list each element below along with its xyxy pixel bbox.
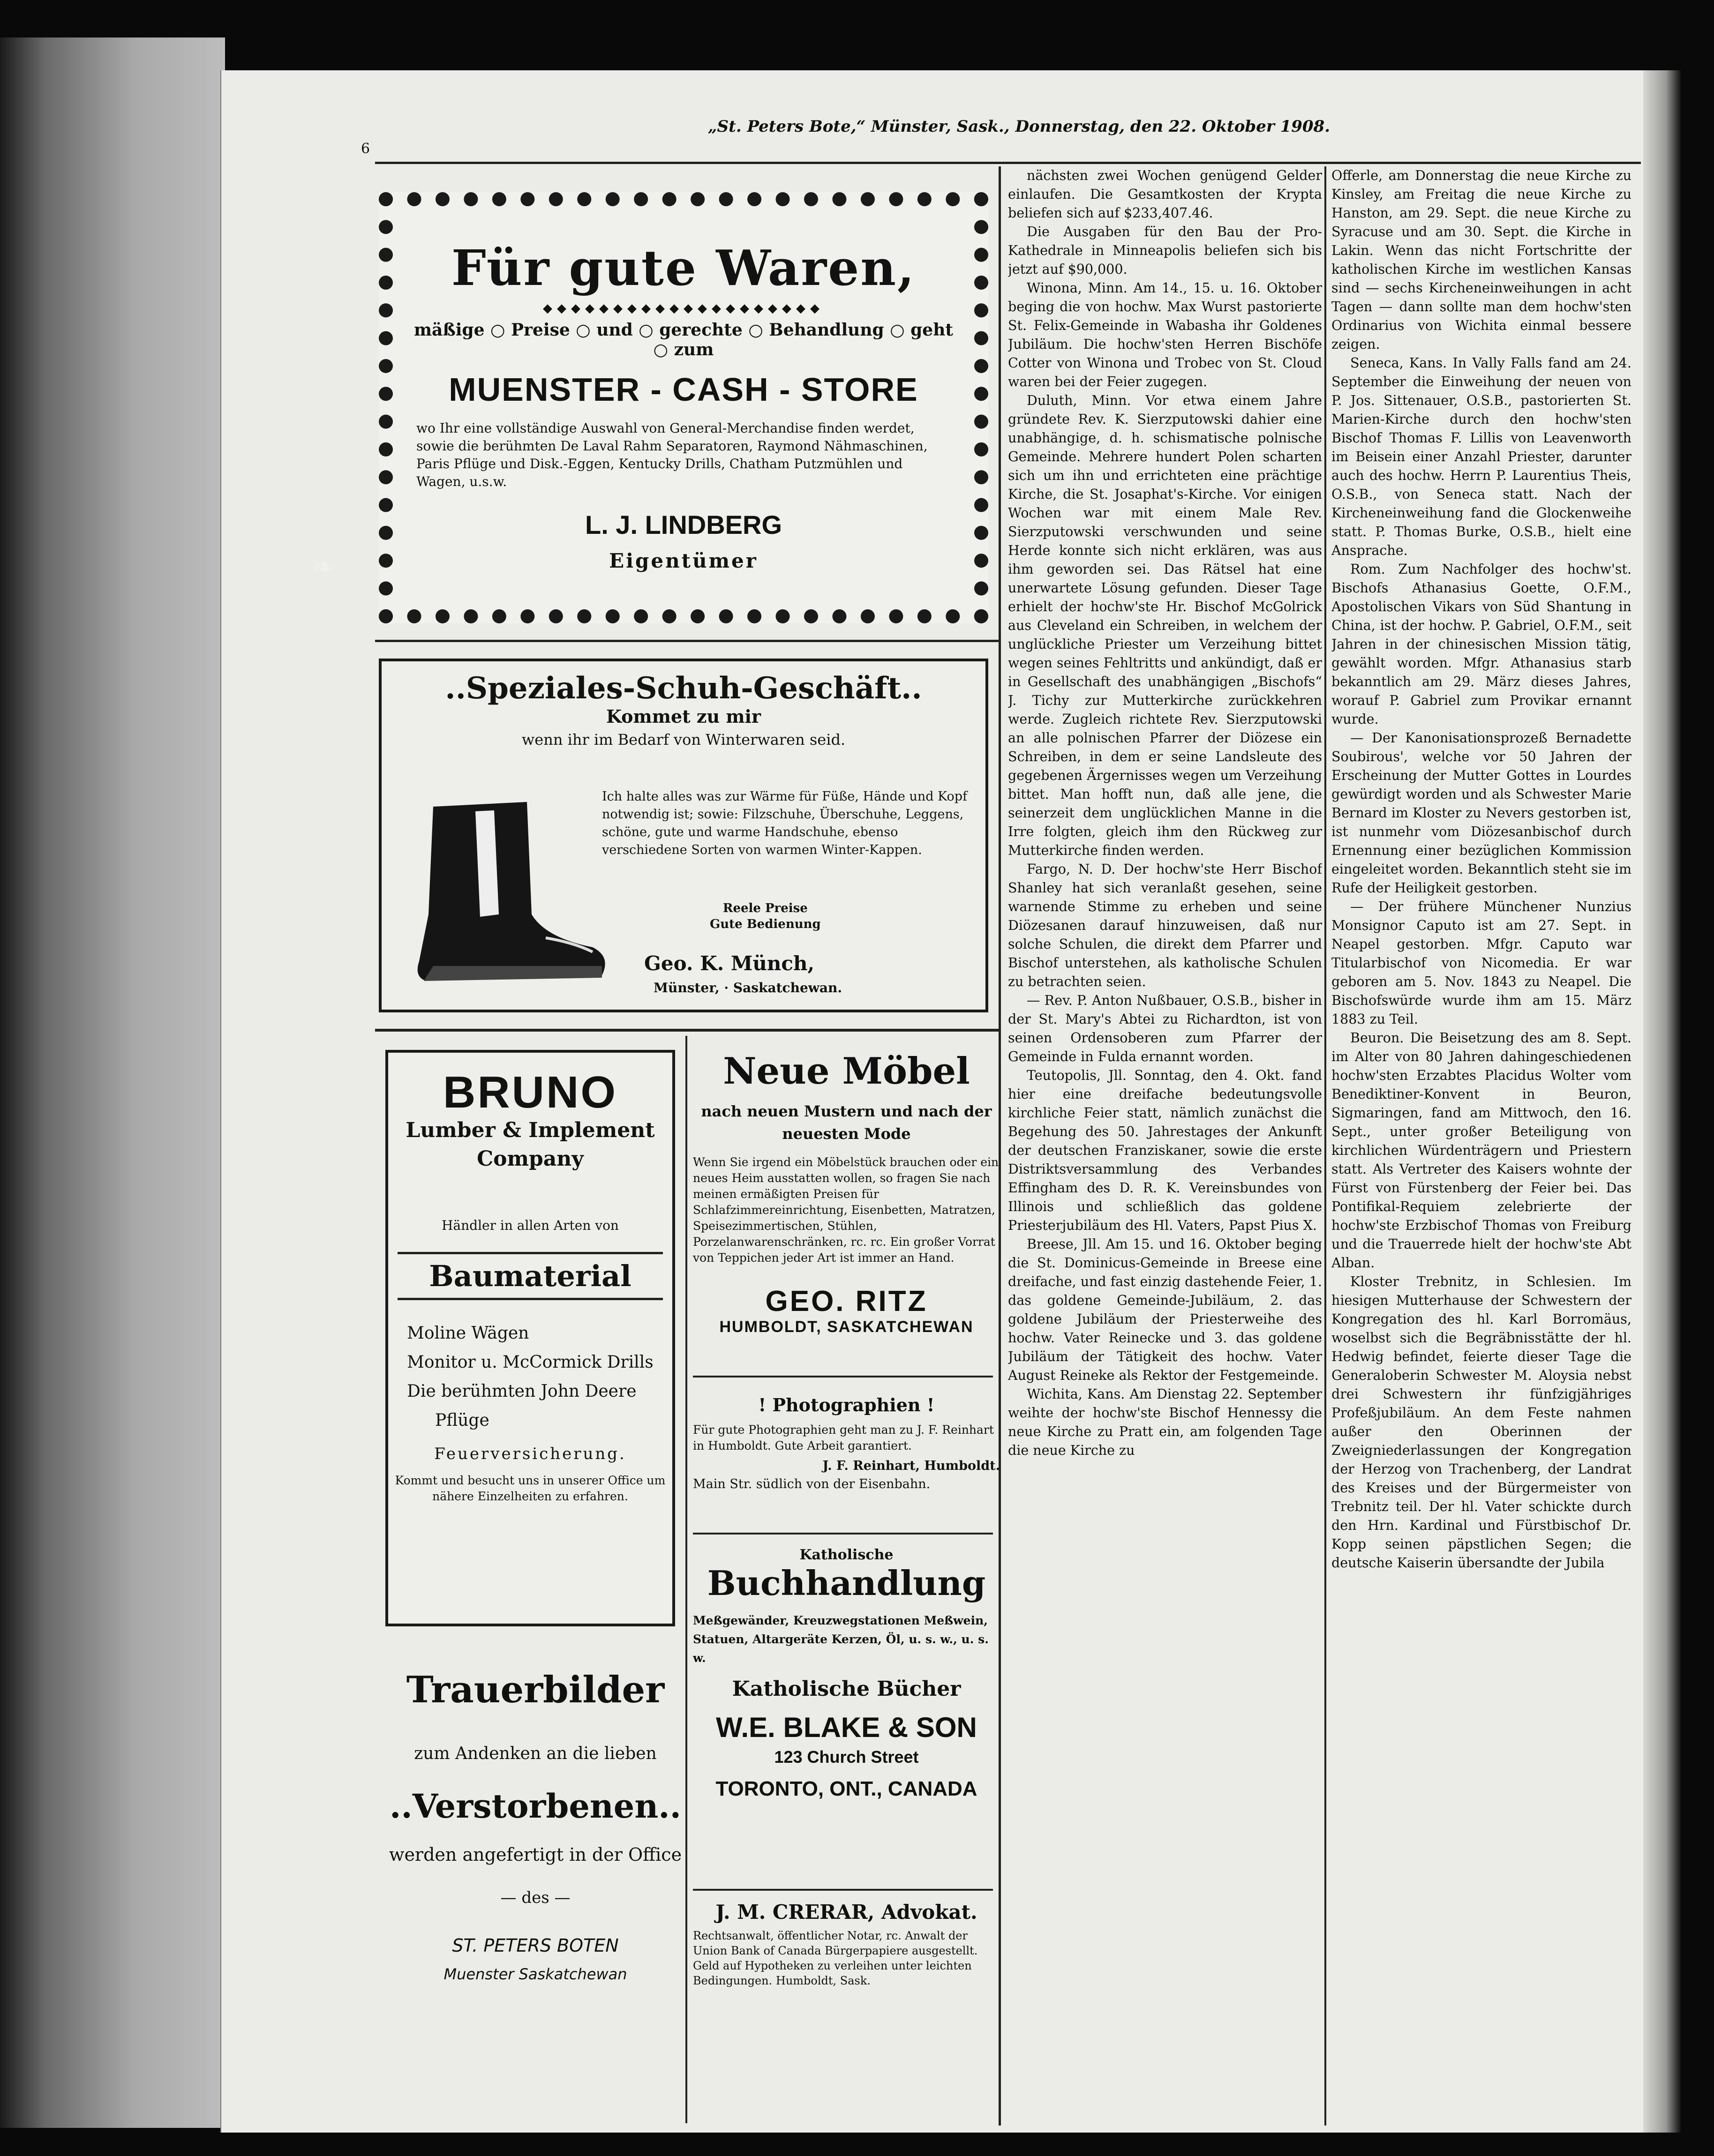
ad-firm: W.E. BLAKE & SON	[716, 1712, 977, 1743]
ad-promise	[710, 900, 821, 932]
ad-sub2: wenn ihr im Bedarf von Winterwaren seid.	[521, 731, 846, 749]
list-item: Die berühmten John Deere	[407, 1382, 637, 1401]
article-paragraph: Beuron. Die Beisetzung des am 8. Sept. im Alter von 80 Jahren dahingeschiedenen hochw'sten Erzabtes Placidus Wolter vom Benediktiner-Konvent in Beuron, Sigmaringen, fand am Mittwoch, den 16. Sept., unter großer Beteiligung von kirchlichen Würdenträgern und Priestern statt. Als Vertreter des Kaisers wohnte der Fürst von Fürstenberg der Feier bei. Das Pontifikal-Requiem zelebrierte der hochw'ste Erzbischof Thomas von Freiburg und die Trauerrede hielt der hochw'ste Abt Alban.	[1331, 1030, 1631, 1271]
ad-city: TORONTO, ONT., CANADA	[715, 1777, 977, 1800]
column-rule-3	[1324, 166, 1326, 2126]
boot-illustration	[405, 797, 611, 994]
ad-neue-moebel	[693, 1050, 1000, 1336]
ad-body: wo Ihr eine vollständige Auswahl von General-Merchandise finden werdet, sowie die berühmten De Laval Rahm Separatoren, Raymond Nähmaschinen, Paris Pflüge und Disk.-Eggen, Kentucky Drills, Chatham Putzmühlen und Wagen, u.s.w.	[416, 420, 928, 489]
ad-rule-1	[375, 640, 999, 642]
ad-muenster-cash-store	[379, 192, 988, 623]
ad-line2: Lumber & Implement	[406, 1118, 655, 1142]
ad-body: Rechtsanwalt, öffentlicher Notar, rc. Anwalt der Union Bank of Canada Bürgerpapiere ausgestellt. Geld auf Hypotheken zu verleihen unter leichten Bedingungen. Humboldt, Sask.	[693, 1929, 978, 1987]
ad-sub: Kommet zu mir	[606, 706, 761, 727]
list-item: Moline Wägen	[407, 1324, 529, 1343]
ad-kicker: Katholische	[799, 1547, 894, 1563]
ad-signature: Geo. K. Münch,	[644, 952, 815, 975]
ad-title: ..Speziales-Schuh-Geschäft..	[445, 671, 922, 706]
list-item: Pflüge	[435, 1411, 489, 1430]
ad-location: Münster, · Saskatchewan.	[654, 980, 842, 996]
ad-body: Wenn Sie irgend ein Möbelstück brauchen oder ein neues Heim ausstatten wollen, so fragen Sie nach meinen ermäßigten Preisen für Schlafzimmereinrichtung, Eisenbetten, Matratzen, Speisezimmertischen, Stühlen, Porzelanwarenschränken, rc. rc. Ein großer Vorrat von Teppichen jeder Art ist immer an Hand.	[693, 1155, 999, 1265]
ad-books: Katholische Bücher	[732, 1677, 961, 1701]
ad-crerar	[693, 1901, 1000, 1988]
article-paragraph: Offerle, am Donnerstag die neue Kirche zu Kinsley, am Freitag die neue Kirche zu Hanston, am 29. Sept. die neue Kirche zu Syracuse und am 30. Sept. die Kirche in Lakin. Wenn das nicht Fortschritte der katholischen Kirche im westlichen Kansas sind — sechs Kircheneinweihungen in acht Tagen — dann sollte man dem hochw'sten Ordinarius von Wichita einmal bessere zeigen.	[1331, 168, 1631, 352]
ad-line3: — des —	[500, 1888, 571, 1907]
ad-heading: Baumaterial	[398, 1252, 663, 1300]
article-paragraph: Die Ausgaben für den Bau der Pro-Kathedrale in Minneapolis beliefen sich bis jetzt auf $90,000.	[1008, 224, 1322, 277]
ad-signature: J. F. Reinhart, Humboldt.	[822, 1459, 1000, 1473]
ad-sub: nach neuen Mustern und nach der neuesten Mode	[701, 1102, 992, 1143]
ad-rule-3	[693, 1376, 993, 1377]
ad-title: Trauerbilder	[406, 1669, 665, 1711]
ad-bruno-lumber	[385, 1050, 675, 1626]
article-paragraph: Teutopolis, Jll. Sonntag, den 4. Okt. fand hier eine dreifache bedeutungsvolle kirchliche Feier statt, nämlich zunächst die Begehung des 50. Jahrestages der Ankunft der deutschen Franziskaner, sowie die erste Distriktsversammlung des Verbandes Effingham des D. R. K. Vereinsbundes von Illinois und schließlich das goldene Priesterjubiläum des Hl. Vaters, Papst Pius X.	[1008, 1068, 1322, 1233]
ad-body: Meßgewänder, Kreuzwegstationen Meßwein, Statuen, Altargeräte Kerzen, Öl, u. s. w., u. s. w.	[693, 1614, 989, 1665]
ad-item-list	[407, 1319, 654, 1435]
article-paragraph: Kloster Trebnitz, in Schlesien. Im hiesigen Mutterhause der Schwestern der Kongregation des hl. Karl Borromäus, woselbst sich die Begräbnisstätte der hl. Hedwig befindet, feierte dieser Tage die Generaloberin Schwester M. Aloysia nebst drei Schwestern ihr fünfzigjähriges Profeßjubiläum. An dem Feste nahmen außer den Oberinnen der Zweigniederlassungen der Kongregation der Herzog von Trachenberg, der Landrat des Kreises und der Bürgermeister von Trebnitz teil. Der hl. Vater schickte durch den Hrn. Kardinal und Fürstbischof Dr. Kopp seinen päpstlichen Segen; die deutsche Kaiserin übersandte der Jubila	[1331, 1274, 1631, 1571]
ad-title: Für gute Waren,	[451, 239, 916, 297]
ad-insurance: Feuerversicherung.	[434, 1445, 626, 1463]
column-rule-ads	[685, 1036, 687, 2123]
article-paragraph: nächsten zwei Wochen genügend Gelder einlaufen. Die Gesamtkosten der Krypta beliefen sich auf $233,407.46.	[1008, 168, 1322, 221]
ad-buchhandlung	[693, 1547, 1000, 1801]
ad-dealer: Händler in allen Arten von	[442, 1218, 619, 1233]
article-paragraph: — Rev. P. Anton Nußbauer, O.S.B., bisher in der St. Mary's Abtei zu Richardton, ist von seinen Ordensoberen zum Pfarrer der Gemeinde in Fulda ernannt worden.	[1008, 993, 1322, 1064]
ad-city: HUMBOLDT, SASKATCHEWAN	[719, 1318, 974, 1336]
header-rule	[375, 162, 1641, 164]
ad-trauerbilder	[385, 1669, 685, 1983]
ad-rule-4	[693, 1533, 993, 1535]
promise-2: Gute Bedienung	[710, 917, 821, 931]
ad-title: J. M. CRERAR, Advokat.	[715, 1901, 977, 1924]
article-paragraph: Fargo, N. D. Der hochw'ste Herr Bischof Shanley hat sich veranlaßt gesehen, seine warnende Stimme zu erheben und seine Diözesanen darauf hinzuweisen, daß nur solche Schulen, die direkt dem Pfarrer und Bischof unterstehen, als katholische Schulen zu betrachten seien.	[1008, 861, 1322, 989]
owner-name: L. J. LINDBERG	[585, 510, 782, 539]
list-item: Monitor u. McCormick Drills	[407, 1353, 654, 1372]
ad-rule-2	[375, 1029, 999, 1032]
ad-schuh-geschaeft	[379, 659, 988, 1012]
ad-line2: werden angefertigt in der Office	[389, 1844, 682, 1865]
handwritten-1: ST. PETERS BOTEN	[452, 1935, 619, 1956]
ad-title: ! Photographien !	[758, 1394, 935, 1415]
ad-street: 123 Church Street	[774, 1747, 919, 1767]
masthead: „St. Peters Bote,“ Münster, Sask., Donnerstag, den 22. Oktober 1908.	[708, 117, 1331, 136]
article-paragraph: — Der frühere Münchener Nunzius Monsignor Caputo ist am 27. Sept. in Neapel gestorben. Mfgr. Caputo war Titularbischof von Nicomedia. Er war geboren am 5. Nov. 1843 zu Neapel. Die Bischofswürde wurde ihm am 15. März 1883 zu Teil.	[1331, 899, 1631, 1027]
ad-line1: zum Andenken an die lieben	[414, 1744, 657, 1763]
ad-title: Buchhandlung	[707, 1563, 986, 1603]
ad-title2: ..Verstorbenen..	[390, 1787, 681, 1826]
article-paragraph: Rom. Zum Nachfolger des hochw'st. Bischofs Athanasius Goette, O.F.M., Apostolischen Vikars von Süd Shantung in China, ist der hochw. P. Gabriel, O.F.M., seit Jahren in der chinesischen Mission tätig, gewählt worden. Mfgr. Athanasius starb bekanntlich am 29. März dieses Jahres, worauf P. Gabriel zum Provikar ernannt wurde.	[1331, 561, 1631, 727]
article-paragraph: Winona, Minn. Am 14., 15. u. 16. Oktober beging die von hochw. Max Wurst pastorierte St. Felix-Gemeinde in Wabasha ihr Goldenes Jubiläum. Die hochw'sten Herren Bischöfe Cotter von Winona und Trobec von St. Cloud waren bei der Feier zugegen.	[1008, 280, 1322, 389]
news-column-4	[1331, 166, 1631, 2126]
page-right-edge	[1643, 70, 1681, 2133]
ad-subtitle: mäßige ○ Preise ○ und ○ gerechte ○ Behandlung ○ geht ○ zum	[413, 320, 954, 359]
ad-name: BRUNO	[443, 1067, 617, 1117]
ad-name: GEO. RITZ	[765, 1285, 928, 1318]
promise-1: Reele Preise	[722, 901, 808, 915]
handwritten-2: Muenster Saskatchewan	[444, 1965, 627, 1983]
ad-footer: Kommt und besucht uns in unserer Office um nähere Einzelheiten zu erfahren.	[395, 1474, 666, 1503]
article-paragraph: Breese, Jll. Am 15. und 16. Oktober beging die St. Dominicus-Gemeinde in Breese eine dreifache, und fast einzig dastehende Feier, 1. das goldene Gemeinde-Jubiläum, 2. das goldene Jubiläum der Priesterweihe des hochw. Vater Reinecke und 3. das goldene Jubiläum der Tätigkeit des hochw. Vater August Reineke als Rektor der Festgemeinde.	[1008, 1236, 1322, 1383]
pen-mark: ❧	[312, 551, 336, 584]
ad-photographien	[693, 1394, 1000, 1491]
ad-title: Neue Möbel	[723, 1050, 970, 1093]
ad-body: Ich halte alles was zur Wärme für Füße, Hände und Kopf notwendig ist; sowie: Filzschuhe, Überschuhe, Leggens, schöne, gute und warme Handschuhe, ebenso verschiedene Sorten von warmen Winter-Kappen.	[602, 789, 968, 857]
store-name: MUENSTER - CASH - STORE	[449, 371, 918, 408]
news-column-3	[1008, 166, 1322, 2126]
ad-line3: Company	[477, 1147, 584, 1171]
page-number: 6	[361, 141, 370, 157]
article-paragraph: Wichita, Kans. Am Dienstag 22. September weihte der hochw'ste Bischof Hennessy die neue Kirche zu Pratt ein, am folgenden Tage die neue Kirche zu	[1008, 1386, 1322, 1458]
ad-body: Für gute Photographien geht man zu J. F. Reinhart in Humboldt. Gute Arbeit garantiert.	[693, 1423, 994, 1452]
article-paragraph: Seneca, Kans. In Vally Falls fand am 24. September die Einweihung der neuen von P. Jos. Sittenauer, O.S.B., pastorierten St. Marien-Kirche durch den hochw'sten Bischof Thomas F. Lillis von Leavenworth im Beisein einer Anzahl Priester, darunter auch des hochw. Herrn P. Laurentius Theis, O.S.B., von Seneca statt. Nach der Kircheneinweihung fand die Glockenweihe statt. P. Thomas Burke, O.S.B., hielt eine Ansprache.	[1331, 355, 1631, 558]
article-paragraph: Duluth, Minn. Vor etwa einem Jahre gründete Rev. K. Sierzputowski dahier eine unabhängige, d. h. schismatische polnische Gemeinde. Mehrere hundert Polen scharten sich um ihn und errichteten eine prächtige Kirche, die St. Josaphat's-Kirche. Vor einigen Wochen war mit einem Male Rev. Sierzputowski verschwunden und seine Herde konnte sich nicht erklären, was aus ihm geworden sei. Das Rätsel hat eine unerwartete Lösung gefunden. Dieser Tage erhielt der hochw'ste Hr. Bischof McGolrick aus Cleveland ein Schreiben, in welchem der unglückliche Priester um Verzeihung bittet wegen seines Fehltritts und ankündigt, daß er in Gesellschaft des unabhängigen „Bischofs“ J. Tichy zur Mutterkirche zurückkehren werde. Zugleich richtete Rev. Sierzputowski an alle polnischen Pfarrer der Diözese ein Schreiben, in dem er seine Landsleute des gegebenen Ärgernisses wegen um Verzeihung bittet. Man hofft nun, daß alle jene, die seinerzeit dem unglücklichen Manne in die Irre folgten, gleich ihm den Rückweg zur Mutterkirche finden werden.	[1008, 393, 1322, 858]
ad-rule-5	[693, 1889, 993, 1891]
article-paragraph: — Der Kanonisationsprozeß Bernadette Soubirous', welche vor 50 Jahren der Erscheinung der Mutter Gottes in Lourdes gewürdigt worden und als Schwester Marie Bernard im Kloster zu Nevers gestorben ist, ist nunmehr vom Diözesanbischof durch Ernennung einer bezüglichen Kommission eingeleitet worden. Bekanntlich steht sie im Rufe der Heiligkeit gestorben.	[1331, 730, 1631, 896]
previous-pages-edge	[0, 37, 225, 2128]
ad-address: Main Str. südlich von der Eisenbahn.	[693, 1477, 931, 1491]
ornament-rule: ◆◆◆◆◆◆◆◆◆◆◆◆◆◆◆◆◆◆◆◆	[543, 301, 824, 315]
owner-title: Eigentümer	[609, 549, 758, 572]
